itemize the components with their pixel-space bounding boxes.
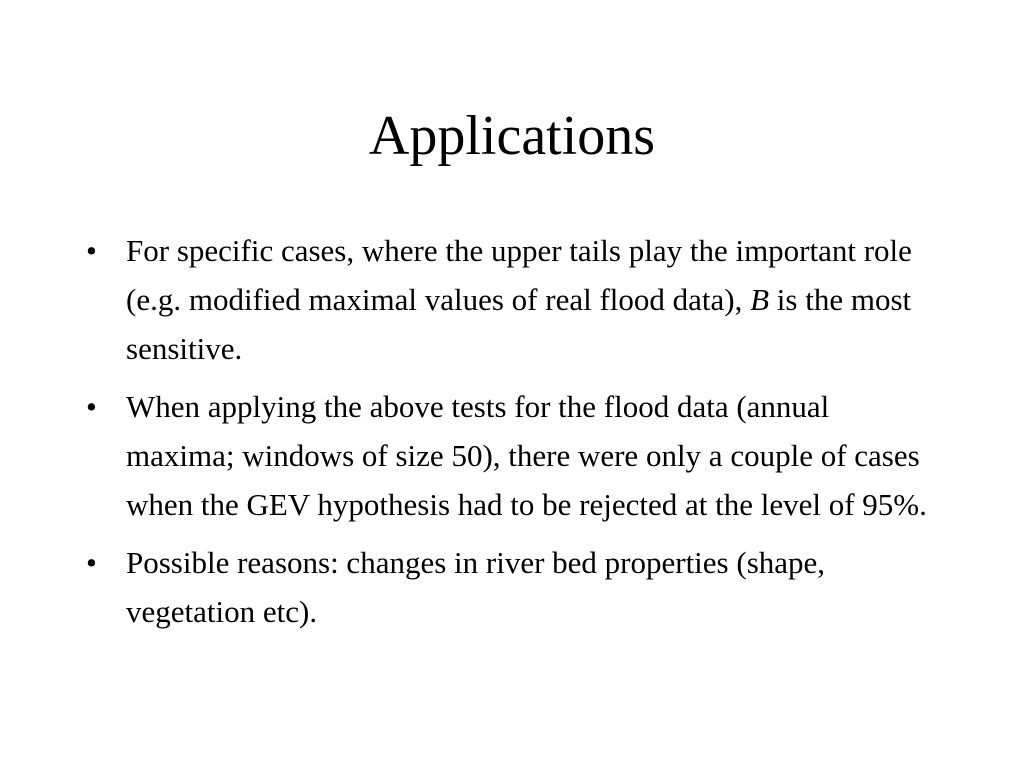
bullet-list <box>84 226 934 645</box>
bullet-text-part: is the most sensitive. <box>126 282 912 366</box>
bullet-item <box>84 382 934 529</box>
bullet-text <box>126 389 927 522</box>
bullet-text <box>126 233 912 366</box>
bullet-item <box>84 226 934 373</box>
bullet-marker: • <box>86 233 97 268</box>
bullet-text-part: For specific cases, where the upper tails play the important role (e.g. modified maximal values of real flood data), <box>126 233 912 317</box>
bullet-text-part: When applying the above tests for the flood data (annual maxima; windows of size 50), there were only a couple of cases when the GEV hypothesis had to be rejected at the level of 95%. <box>126 389 927 522</box>
bullet-text-part: Possible reasons: changes in river bed properties (shape, vegetation etc). <box>126 545 826 629</box>
bullet-marker: • <box>86 545 97 580</box>
bullet-italic-symbol: B <box>750 282 770 317</box>
bullet-item <box>84 538 934 636</box>
bullet-text <box>126 545 825 629</box>
bullet-marker: • <box>86 389 97 424</box>
slide-title: Applications <box>368 105 656 167</box>
